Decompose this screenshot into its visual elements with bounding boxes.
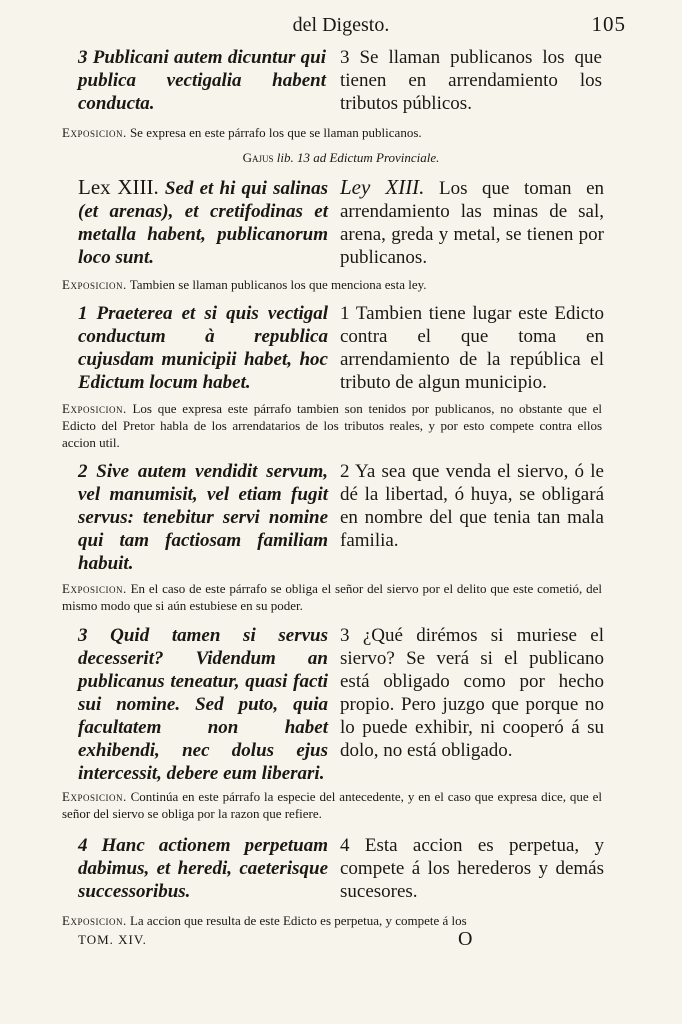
volume-mark: TOM. XIV.	[78, 932, 147, 947]
latin-text: 3 Quid tamen si servus decesserit? Videndum an publicanus teneatur, quasi facti sui nomine. Sed puto, quia facultatem non habet exhibendi, nec dolus ejus intercessit, debere eum liberari.	[78, 625, 328, 784]
exposicion-note	[62, 400, 602, 451]
exposicion-text: Los que expresa este párrafo tambien son tenidos por publicanos, no obstante que el Edicto del Pretor habla de los arrendatarios de los tributos reales, y por esto compete contra ellos accion util.	[62, 401, 602, 450]
law-pair	[78, 176, 608, 272]
spanish-text: 3 Se llaman publicanos los que tienen en arrendamiento los tributos públicos.	[340, 47, 602, 114]
latin-text: 2 Sive autem vendidit servum, vel manumisit, vel etiam fugit servus: tenebitur servi nomine qui tam factiosam familiam habuit.	[78, 461, 328, 574]
exposicion-note	[62, 580, 602, 614]
citation-ref: lib. 13 ad Edictum Provinciale.	[276, 150, 440, 165]
paragraph-pair	[78, 302, 608, 394]
spanish-body: Los que toman en arrendamiento las minas de sal, arena, greda y metal, se tienen por publicanos.	[340, 178, 605, 268]
exposicion-label: Exposicion.	[62, 277, 127, 292]
exposicion-note	[62, 788, 602, 822]
latin-body: Sed et hi qui salinas (et arenas), et cretifodinas et metalla habent, publicanorum loco sunt.	[78, 178, 328, 268]
exposicion-text: Continúa en este párrafo la especie del antecedente, y en el caso que expresa dice, que el señor del siervo se obliga por la razon que refiere.	[62, 789, 603, 821]
ley-heading: Ley XIII.	[340, 175, 425, 199]
exposicion-note	[62, 276, 602, 293]
paragraph-pair	[78, 46, 608, 116]
exposicion-text: La accion que resulta de este Edicto es perpetua, y compete á los	[129, 913, 467, 928]
law-heading: Lex XIII.	[78, 175, 159, 199]
exposicion-label: Exposicion.	[62, 125, 127, 140]
spanish-text: 3 ¿Qué dirémos si muriese el siervo? Se verá si el publicano está obligado como por hecho propio. Pero juzgo que porque no lo puede exhibir, ni cooperó á su dolo, no está obligado.	[340, 625, 604, 761]
exposicion-label: Exposicion.	[62, 401, 127, 416]
exposicion-note	[62, 124, 602, 141]
exposicion-text: En el caso de este párrafo se obliga el señor del siervo por el delito que este cometió, del mismo modo que si aún estubiese en su poder.	[62, 581, 603, 613]
exposicion-label: Exposicion.	[62, 581, 127, 596]
signature-mark: O	[458, 928, 473, 950]
latin-text	[78, 176, 328, 269]
spanish-text: 2 Ya sea que venda el siervo, ó le dé la libertad, ó huya, se obligará en nombre del que tenia tan mala familia.	[340, 461, 604, 551]
paragraph-pair	[78, 834, 608, 906]
page-footer	[78, 928, 608, 954]
source-citation	[0, 150, 682, 166]
exposicion-text: Se expresa en este párrafo los que se llaman publicanos.	[129, 125, 422, 140]
spanish-text: 1 Tambien tiene lugar este Edicto contra el que toma en arrendamiento de la república el tributo de algun municipio.	[340, 303, 604, 393]
exposicion-label: Exposicion.	[62, 789, 127, 804]
spanish-text: 4 Esta accion es perpetua, y compete á los herederos y demás sucesores.	[340, 835, 604, 902]
page-header	[0, 14, 682, 40]
spanish-text	[340, 176, 604, 269]
latin-text: 1 Praeterea et si quis vectigal conductum à republica cujusdam municipii habet, hoc Edictum locum habet.	[78, 303, 328, 393]
latin-text: 3 Publicani autem dicuntur qui publica vectigalia habent conducta.	[78, 47, 326, 114]
running-title: del Digesto.	[292, 14, 390, 36]
paragraph-pair	[78, 624, 608, 784]
exposicion-label: Exposicion.	[62, 913, 127, 928]
latin-text: 4 Hanc actionem perpetuam dabimus, et heredi, caeterisque successoribus.	[78, 835, 328, 902]
author-name: Gajus	[242, 150, 274, 165]
paragraph-pair	[78, 460, 608, 576]
page-number: 105	[591, 12, 626, 36]
exposicion-text: Tambien se llaman publicanos los que menciona esta ley.	[129, 277, 427, 292]
exposicion-note	[62, 912, 602, 929]
